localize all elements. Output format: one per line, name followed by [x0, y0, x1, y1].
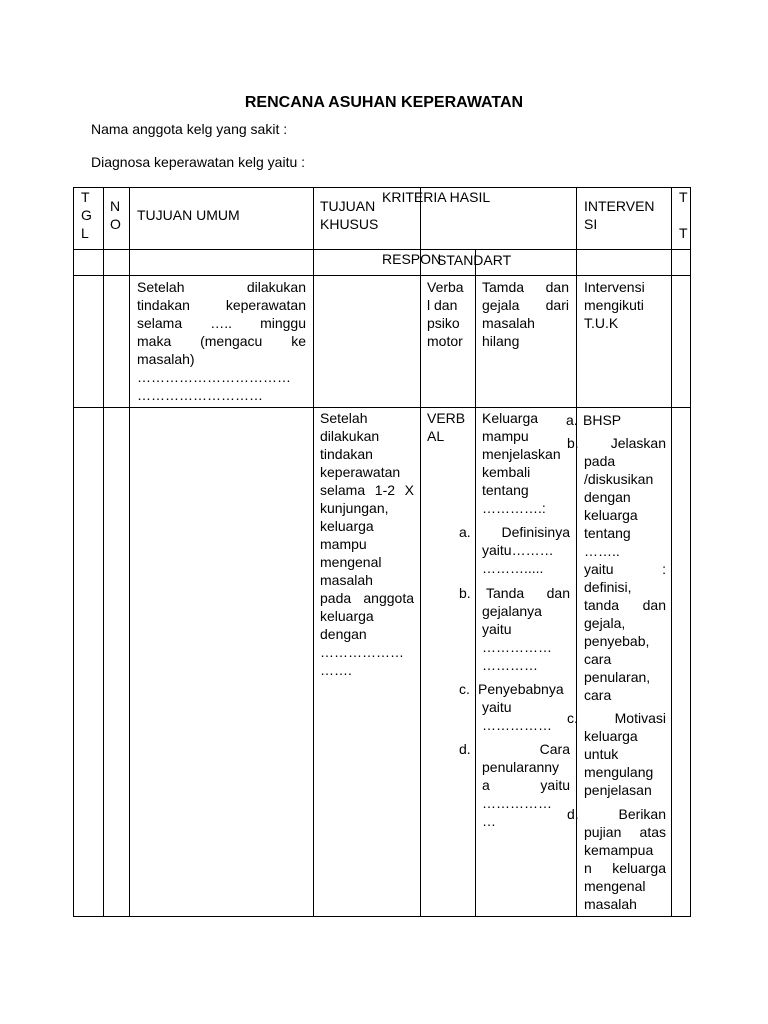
document-title: RENCANA ASUHAN KEPERAWATAN	[244, 94, 524, 111]
standart-item-b-marker: b.	[459, 585, 471, 601]
row2-respon: VERB AL	[427, 410, 466, 444]
diagnosa-label: Diagnosa keperawatan kelg yaitu :	[91, 154, 306, 170]
row2-standart-intro: Keluarga mampu menjelaskan kembali tentang ………….:	[482, 410, 561, 516]
standart-item-c-marker: c.	[459, 681, 470, 697]
intervensi-a: BHSP	[583, 412, 622, 428]
intervensi-d-marker: d.	[567, 806, 579, 822]
header-intervensi: INTERVEN SI	[584, 198, 655, 232]
standart-item-d: Cara penularanny a yaitu …………… …	[482, 741, 570, 829]
nama-anggota-label: Nama anggota kelg yang sakit :	[91, 121, 288, 137]
header-standart: STANDART	[437, 252, 512, 268]
header-tgl: T G L	[81, 189, 92, 241]
row1-respon: Verba l dan psiko motor	[427, 279, 464, 349]
standart-item-c: Penyebabnya yaitu ……………	[478, 681, 564, 733]
header-respon: RESPON	[382, 251, 442, 267]
standart-item-a-marker: a.	[459, 524, 471, 540]
header-kriteria-hasil: KRITERIA HASIL	[382, 189, 491, 205]
intervensi-c: Motivasi keluarga untuk mengulang penjelasan	[584, 710, 666, 798]
grid-line	[73, 187, 74, 917]
grid-line	[129, 187, 130, 917]
header-no: N O	[110, 198, 121, 232]
grid-line	[671, 187, 672, 917]
grid-line	[313, 187, 314, 917]
grid-line	[420, 187, 421, 917]
row1-intervensi: Intervensi mengikuti T.U.K	[584, 279, 645, 331]
standart-item-b: Tanda dan gejalanya yaitu …………… …………	[482, 585, 570, 673]
intervensi-a-marker: a.	[566, 412, 578, 428]
grid-line	[690, 187, 691, 917]
grid-line	[103, 187, 104, 917]
header-tujuan-umum: TUJUAN UMUM	[137, 207, 240, 223]
row1-tujuan-umum: Setelah dilakukan tindakan keperawatan selama ….. minggu maka (mengacu ke masalah) …………………………… ………………………	[137, 279, 306, 403]
row1-standart: Tamda dan gejala dari masalah hilang	[482, 279, 569, 349]
grid-line	[73, 916, 691, 917]
row2-tujuan-khusus: Setelah dilakukan tindakan keperawatan selama 1-2 X kunjungan, keluarga mampu mengenal masalah pada anggota keluarga dengan ……………… …….	[320, 410, 414, 678]
intervensi-d: Berikan pujian atas kemampua n keluarga mengenal masalah	[584, 806, 666, 912]
standart-item-d-marker: d.	[459, 741, 471, 757]
intervensi-b-marker: b.	[567, 435, 579, 451]
header-tt: T T	[679, 189, 688, 241]
intervensi-c-marker: c.	[567, 710, 578, 726]
header-tujuan-khusus: TUJUAN KHUSUS	[320, 198, 379, 232]
grid-line	[475, 249, 476, 917]
grid-line	[73, 407, 691, 408]
intervensi-b: Jelaskan pada /diskusikan dengan keluarga tentang …….. yaitu : definisi, tanda dan gejala, penyebab, cara penularan, cara	[584, 435, 666, 703]
grid-line	[73, 275, 691, 276]
standart-item-a: Definisinya yaitu……… ……….....	[482, 524, 570, 576]
